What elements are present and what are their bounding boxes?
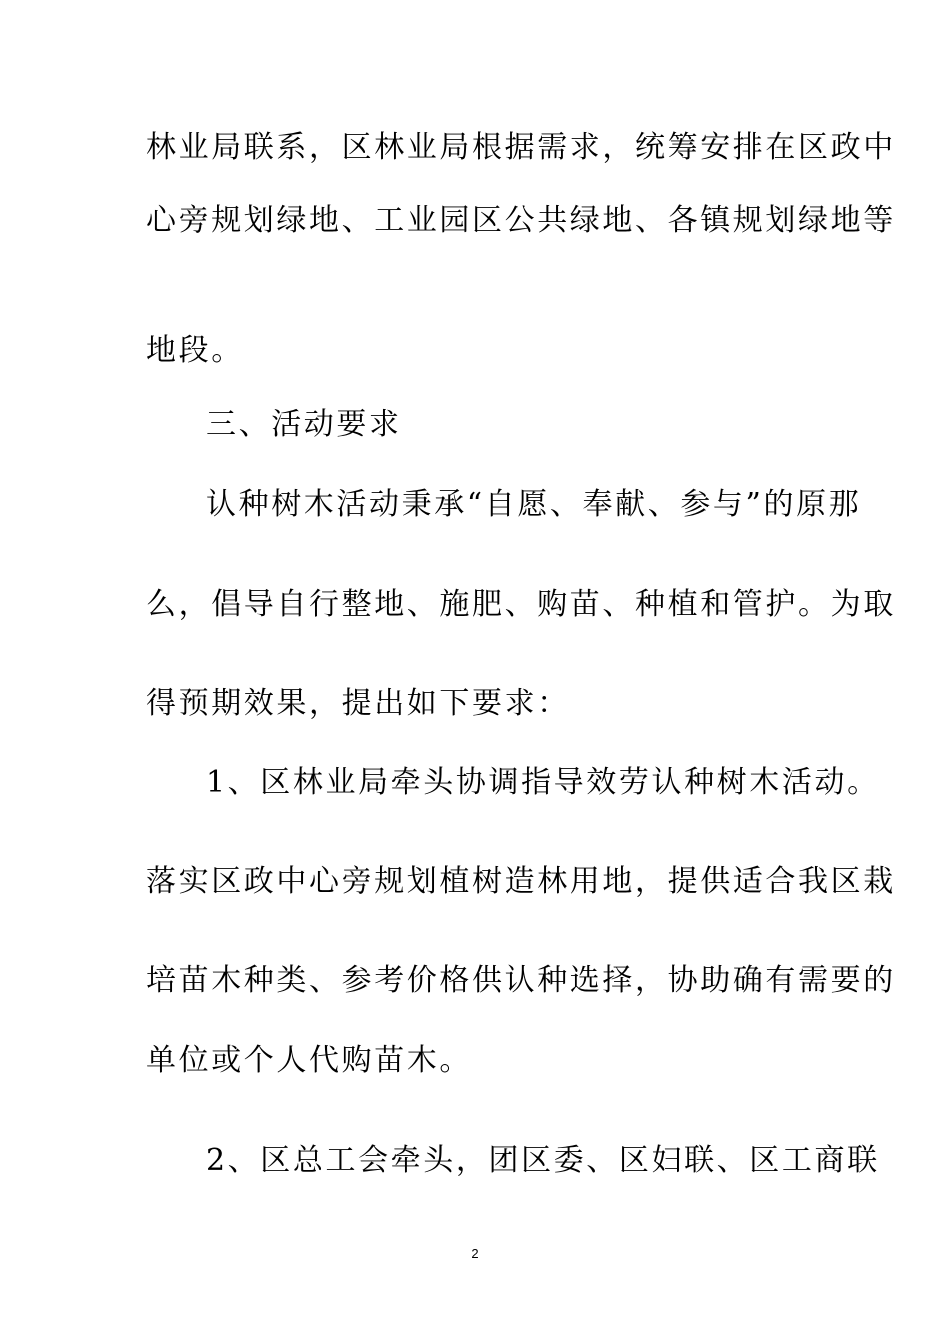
- list-item-2: 2、区总工会牵头，团区委、区妇联、区工商联: [206, 1143, 880, 1178]
- section-heading: 三、活动要求: [206, 407, 402, 442]
- body-text-line: 培苗木种类、参考价格供认种选择，协助确有需要的: [146, 963, 896, 998]
- page-number: 2: [471, 1246, 479, 1261]
- body-text-line: 林业局联系，区林业局根据需求，统筹安排在区政中: [146, 130, 896, 165]
- body-text-line: 认种树木活动秉承“自愿、奉献、参与”的原那: [206, 487, 862, 522]
- list-item-1: 1、区林业局牵头协调指导效劳认种树木活动。: [206, 765, 880, 800]
- body-text-line: 么，倡导自行整地、施肥、购苗、种植和管护。为取: [146, 587, 896, 622]
- body-text-line: 地段。: [146, 333, 244, 368]
- body-text-line: 落实区政中心旁规划植树造林用地，提供适合我区栽: [146, 864, 896, 899]
- body-text-line: 得预期效果，提出如下要求：: [146, 686, 570, 721]
- body-text-line: 单位或个人代购苗木。: [146, 1043, 472, 1078]
- body-text-line: 心旁规划绿地、工业园区公共绿地、各镇规划绿地等: [146, 203, 896, 238]
